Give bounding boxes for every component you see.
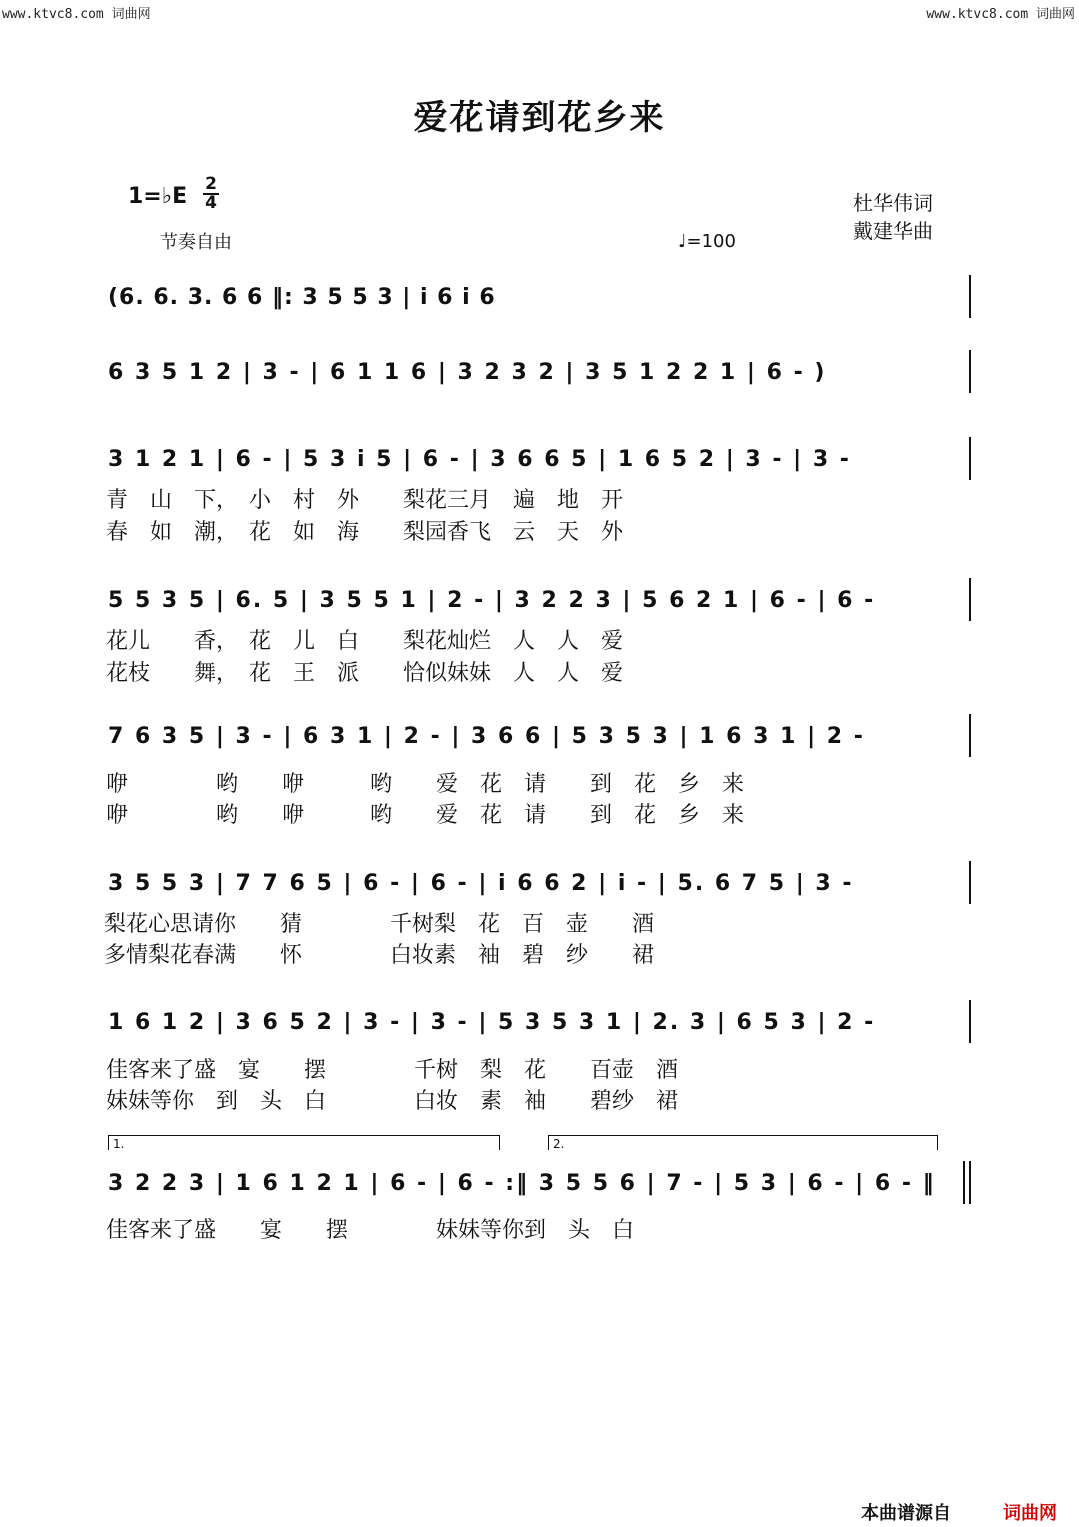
watermark-left: www.ktvc8.com 词曲网 (2, 7, 151, 22)
lyric-line-2b: 春 如 潮， 花 如 海 梨园香飞 云 天 外 (106, 520, 624, 545)
key-signature: 1=♭E (128, 184, 188, 209)
footer-source: 本曲谱源自 (861, 1503, 951, 1524)
lyric-line-6b: 妹妹等你 到 头 白 白妆 素 袖 碧纱 裙 (106, 1089, 679, 1114)
score-line-2: 3 1 2 1 | 6 - | 5 3 i 5 | 6 - | 3 6 6 5 | 1 6 5 2 | 3 - | 3 - (108, 447, 851, 472)
lyric-line-3a: 花儿 香， 花 儿 白 梨花灿烂 人 人 爱 (106, 629, 624, 654)
score-line-3: 5 5 3 5 | 6. 5 | 3 5 5 1 | 2 - | 3 2 2 3 | 5 6 2 1 | 6 - | 6 - (108, 588, 876, 613)
score-line-1: 6 3 5 1 2 | 3 - | 6 1 1 6 | 3 2 3 2 | 3 5 1 2 2 1 | 6 - ) (108, 360, 827, 385)
score-line-4: 7 6 3 5 | 3 - | 6 3 1 | 2 - | 3 6 6 | 5 3 5 3 | 1 6 3 1 | 2 - (108, 724, 865, 749)
lyric-line-7a: 佳客来了盛 宴 摆 妹妹等你到 头 白 (106, 1218, 635, 1243)
lyric-line-5b: 多情梨花春满 怀 白妆素 袖 碧 纱 裙 (104, 943, 655, 968)
lyric-line-4b: 咿 哟 咿 哟 爱 花 请 到 花 乡 来 (106, 803, 745, 828)
composer-credit: 戴建华曲 (853, 219, 933, 243)
lyric-line-3b: 花枝 舞， 花 王 派 恰似妹妹 人 人 爱 (106, 661, 624, 686)
ending-label-2: 2. (553, 1137, 565, 1151)
score-line-6: 1 6 1 2 | 3 6 5 2 | 3 - | 3 - | 5 3 5 3 1 | 2. 3 | 6 5 3 | 2 - (108, 1010, 876, 1035)
score-line-7: 3 2 2 3 | 1 6 1 2 1 | 6 - | 6 - :‖ 3 5 5 6 | 7 - | 5 3 | 6 - | 6 - ‖ (108, 1171, 936, 1196)
footer-brand[interactable]: 词曲网 (1003, 1503, 1057, 1524)
lyric-line-2a: 青 山 下， 小 村 外 梨花三月 遍 地 开 (106, 488, 624, 513)
time-signature-bottom: 4 (203, 193, 219, 212)
song-title: 爱花请到花乡来 (413, 98, 666, 138)
ending-label-1: 1. (113, 1137, 125, 1151)
tempo-marking: 节奏自由 (160, 232, 232, 253)
lyric-line-5a: 梨花心思请你 猜 千树梨 花 百 壶 酒 (104, 912, 655, 937)
time-signature-top: 2 (205, 174, 217, 194)
lyric-line-4a: 咿 哟 咿 哟 爱 花 请 到 花 乡 来 (106, 772, 745, 797)
watermark-right: www.ktvc8.com 词曲网 (926, 7, 1075, 22)
metronome-marking: ♩=100 (678, 231, 736, 252)
intro-line: (6. 6. 3. 6 6 ‖: 3 5 5 3 | i 6 i 6 (108, 285, 496, 310)
lyricist-credit: 杜华伟词 (853, 191, 933, 215)
score-line-5: 3 5 5 3 | 7 7 6 5 | 6 - | 6 - | i 6 6 2 | i - | 5. 6 7 5 | 3 - (108, 871, 854, 896)
lyric-line-6a: 佳客来了盛 宴 摆 千树 梨 花 百壶 酒 (106, 1058, 679, 1083)
